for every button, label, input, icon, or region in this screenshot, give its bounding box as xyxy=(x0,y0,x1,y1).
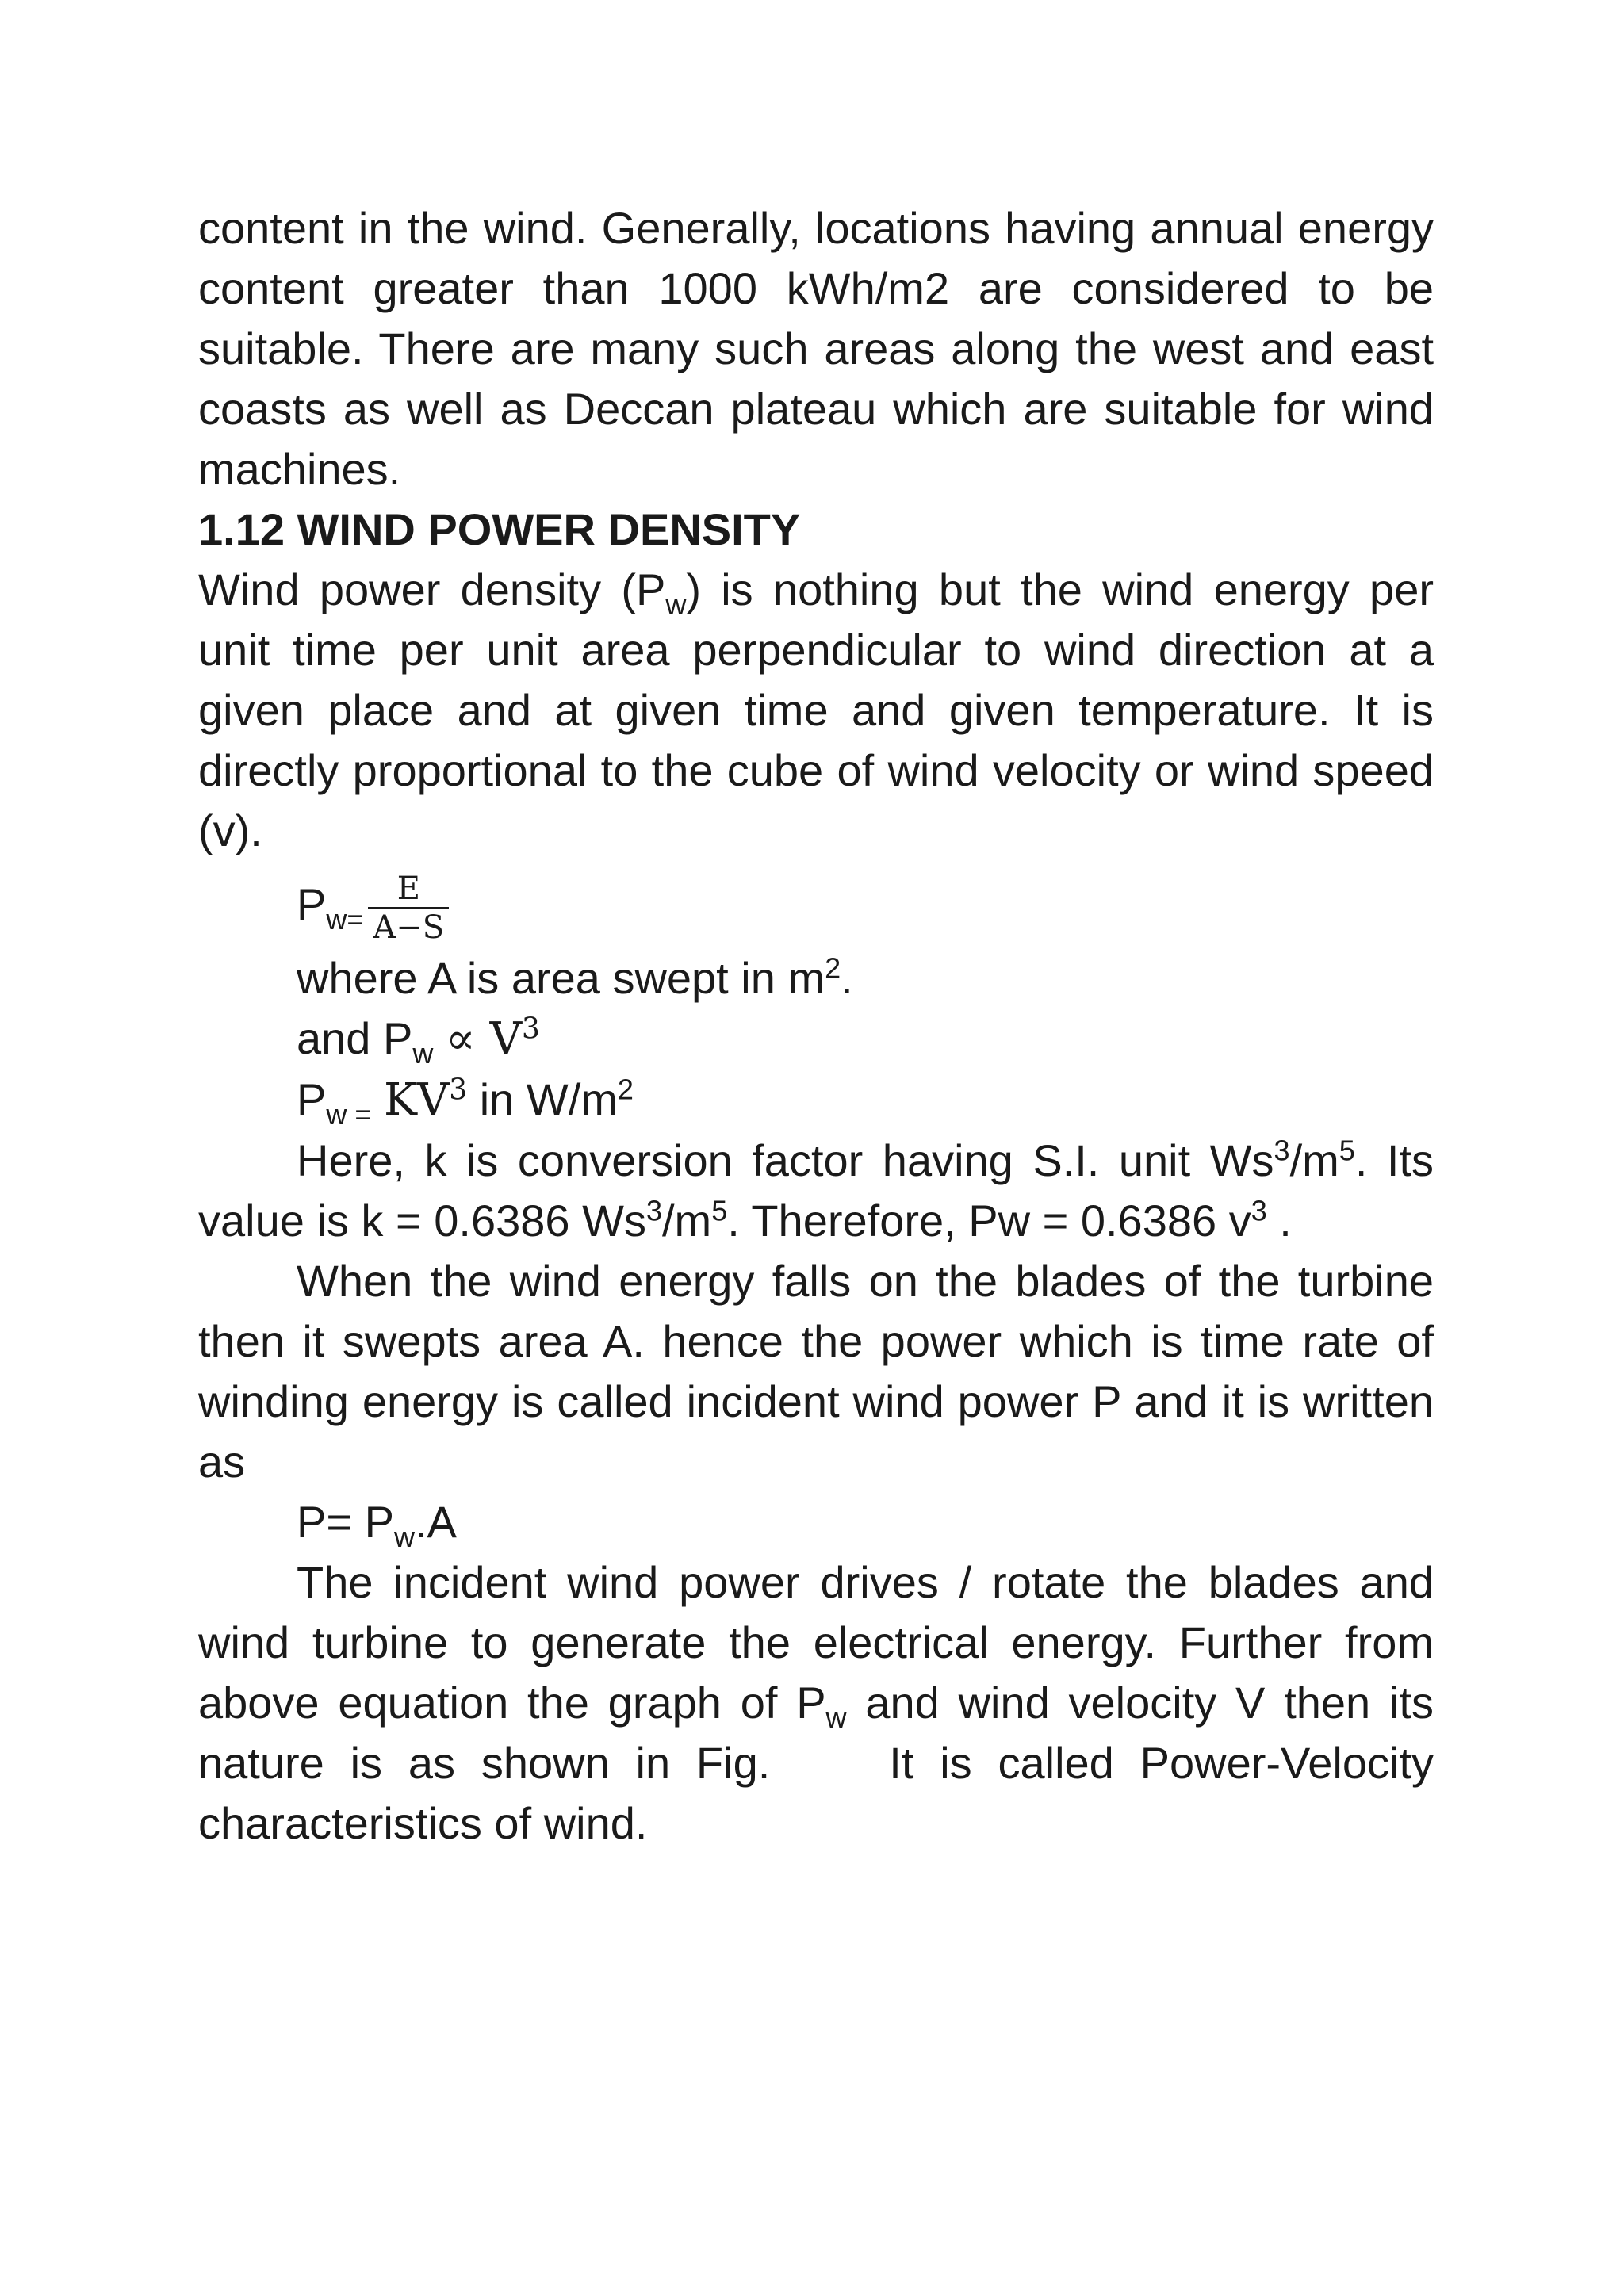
eq3-lhs: P xyxy=(297,1074,327,1124)
eq3-unit-superscript: 2 xyxy=(617,1073,634,1106)
constant-part3: . Its value is k = 0.6386 Ws xyxy=(198,1135,1434,1246)
document-page xyxy=(198,198,1434,1854)
definition-paragraph xyxy=(198,560,1434,861)
eq4-rhs: .A xyxy=(414,1497,457,1547)
constant-sup5: 3 xyxy=(1251,1194,1267,1227)
constant-part2: /m xyxy=(1289,1135,1339,1185)
eq2-superscript: 3 xyxy=(522,1012,540,1046)
equation-where-line xyxy=(198,948,1434,1008)
eq3-rhs: KV xyxy=(383,1074,450,1126)
constant-part6: . xyxy=(1266,1196,1292,1246)
eq3-subscript: w = xyxy=(326,1098,372,1131)
constant-paragraph xyxy=(198,1131,1434,1251)
equation-proportional xyxy=(198,1008,1434,1070)
closing-part1: The incident wind power drives / rotate the blades and wind turbine to generate the electrical energy. Further from above equation the graph of P xyxy=(198,1557,1434,1728)
intro-paragraph: content in the wind. Generally, locations having annual energy content greater than 1000 kWh/m2 are considered to be suitable. There are many such areas along the west and east coasts as well as Deccan plateau which are suitable for wind machines. xyxy=(198,203,1434,494)
eq2-prefix: and P xyxy=(297,1013,413,1063)
constant-sup4: 5 xyxy=(711,1194,728,1227)
constant-sup3: 3 xyxy=(645,1194,662,1227)
where-superscript: 2 xyxy=(825,951,841,985)
eq2-subscript: w xyxy=(412,1037,434,1070)
closing-paragraph xyxy=(198,1552,1434,1854)
equation-power-density-formula xyxy=(198,1070,1434,1131)
constant-sup1: 3 xyxy=(1274,1134,1290,1167)
closing-subscript: w xyxy=(825,1701,847,1735)
closing-part2: and wind velocity V then its nature is as shown in Fig. xyxy=(198,1678,1434,1788)
eq1-denominator: A−S xyxy=(373,909,445,946)
constant-part4: /m xyxy=(661,1196,712,1246)
eq3-unit: in W/m xyxy=(479,1074,618,1124)
definition-text-part2: ) is nothing but the wind energy per unit time per unit area perpendicular to wind direction at a given place and at given time and given temperature. It is directly proportional to the cube of wind velocity or wind speed (v). xyxy=(198,564,1434,855)
constant-part1: Here, k is conversion factor having S.I. unit Ws xyxy=(297,1135,1274,1185)
eq3-superscript: 3 xyxy=(449,1073,468,1107)
where-text: where A is area swept in m xyxy=(297,953,825,1003)
constant-part5: . Therefore, Pw = 0.6386 v xyxy=(727,1196,1251,1246)
eq1-lhs-subscript: w= xyxy=(326,903,364,936)
closing-part3: It is called Power-Velocity characteristics of wind. xyxy=(198,1738,1434,1848)
eq1-lhs: P xyxy=(297,879,327,929)
eq2-relation: ∝ V xyxy=(445,1013,523,1065)
eq1-fraction xyxy=(368,871,449,946)
equation-incident-power xyxy=(198,1492,1434,1552)
definition-subscript: w xyxy=(665,588,687,622)
definition-text-part1: Wind power density (P xyxy=(198,564,666,614)
constant-sup2: 5 xyxy=(1339,1134,1355,1167)
eq4-lhs: P= P xyxy=(297,1497,394,1547)
section-heading: 1.12 WIND POWER DENSITY xyxy=(198,504,801,554)
incident-paragraph: When the wind energy falls on the blades of the turbine then it swepts area A. hence the power which is time rate of winding energy is called incident wind power P and it is written as xyxy=(198,1256,1434,1487)
eq4-subscript: w xyxy=(393,1521,415,1554)
eq1-numerator: E xyxy=(368,871,449,909)
where-end: . xyxy=(841,953,853,1003)
equation-power-density-fraction xyxy=(198,861,1434,948)
